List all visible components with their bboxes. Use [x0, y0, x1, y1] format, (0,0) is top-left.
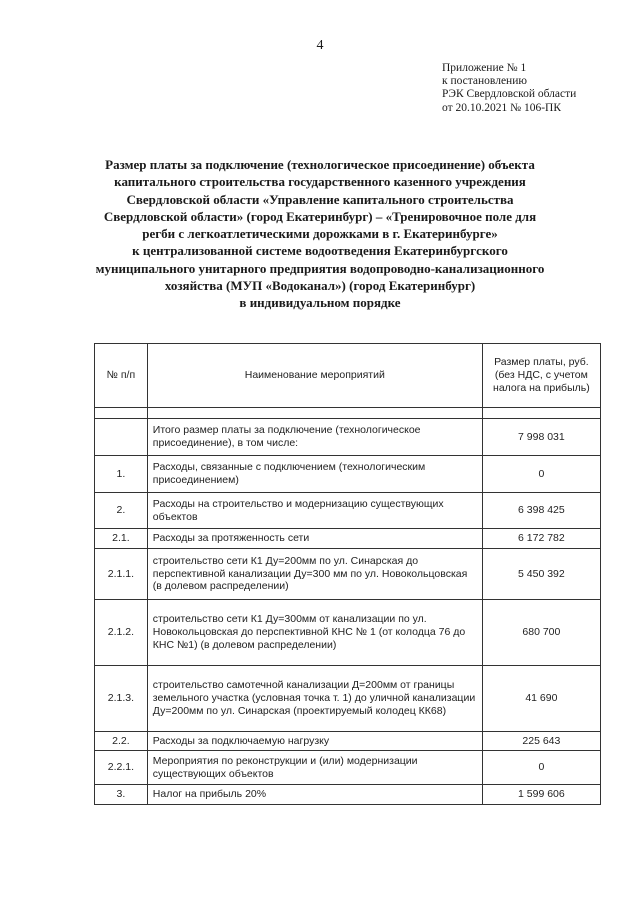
table-row — [95, 785, 601, 805]
blank-cell — [482, 408, 600, 419]
document-title — [40, 156, 600, 312]
table-header-row — [95, 344, 601, 408]
row-number: 2.1.3. — [95, 666, 148, 732]
row-number — [95, 419, 148, 456]
appendix-note — [442, 62, 576, 115]
row-name: Расходы, связанные с подключением (технологическим присоединением) — [147, 456, 482, 493]
title-line-5: регби с легкоатлетическими дорожками в г. Екатеринбурге» — [142, 226, 498, 242]
row-number: 2. — [95, 493, 148, 529]
table-row — [95, 529, 601, 549]
row-amount: 0 — [482, 456, 600, 493]
row-name: Расходы на строительство и модернизацию существующих объектов — [147, 493, 482, 529]
table-row — [95, 493, 601, 529]
appendix-line-2: к постановлению — [442, 75, 527, 88]
row-number: 3. — [95, 785, 148, 805]
row-number: 1. — [95, 456, 148, 493]
table-blank-row — [95, 408, 601, 419]
title-line-4: Свердловской области» (город Екатеринбург) – «Тренировочное поле для — [103, 208, 537, 224]
title-line-6: к централизованной системе водоотведения Екатеринбургского — [132, 243, 508, 259]
row-name: строительство сети К1 Ду=300мм от канализации по ул. Новокольцовская до перспективной КНС № 1 (от колодца 76 до КНС №1) (в долевом распределении) — [147, 600, 482, 666]
table-row — [95, 419, 601, 456]
table-row — [95, 666, 601, 732]
row-amount: 6 398 425 — [482, 493, 600, 529]
table-row — [95, 600, 601, 666]
title-line-3: Свердловской области «Управление капитального строительства — [126, 191, 514, 207]
title-line-2: капитального строительства государственного казенного учреждения — [114, 174, 526, 190]
blank-cell — [95, 408, 148, 419]
page-number: 4 — [316, 38, 324, 53]
row-name: Мероприятия по реконструкции и (или) модернизации существующих объектов — [147, 751, 482, 785]
row-number: 2.1. — [95, 529, 148, 549]
table-row — [95, 732, 601, 751]
appendix-line-1: Приложение № 1 — [442, 62, 527, 74]
title-line-7: муниципального унитарного предприятия водопроводно-канализационного — [95, 260, 545, 276]
table-row — [95, 751, 601, 785]
row-amount: 7 998 031 — [482, 419, 600, 456]
title-line-8: хозяйства (МУП «Водоканал») (город Екатеринбург) — [164, 278, 476, 294]
row-number: 2.2.1. — [95, 751, 148, 785]
title-line-1: Размер платы за подключение (технологическое присоединение) объекта — [105, 157, 535, 172]
row-amount: 41 690 — [482, 666, 600, 732]
row-name: Расходы за протяженность сети — [147, 529, 482, 549]
row-name: Итого размер платы за подключение (технологическое присоединение), в том числе: — [147, 419, 482, 456]
table-row — [95, 456, 601, 493]
row-name: Расходы за подключаемую нагрузку — [147, 732, 482, 751]
blank-cell — [147, 408, 482, 419]
row-amount: 6 172 782 — [482, 529, 600, 549]
header-amount: Размер платы, руб. (без НДС, с учетом налога на прибыль) — [482, 344, 600, 408]
row-amount: 0 — [482, 751, 600, 785]
row-name: Налог на прибыль 20% — [147, 785, 482, 805]
appendix-line-3: РЭК Свердловской области — [442, 88, 577, 101]
appendix-line-4: от 20.10.2021 № 106-ПК — [442, 101, 562, 114]
row-number: 2.2. — [95, 732, 148, 751]
row-amount: 225 643 — [482, 732, 600, 751]
header-name: Наименование мероприятий — [147, 344, 482, 408]
table-row — [95, 549, 601, 600]
row-name: строительство сети К1 Ду=200мм по ул. Синарская до перспективной канализации Ду=300 мм по ул. Новокольцовская (в долевом распределении) — [147, 549, 482, 600]
row-number: 2.1.1. — [95, 549, 148, 600]
row-number: 2.1.2. — [95, 600, 148, 666]
header-number: № п/п — [95, 344, 148, 408]
row-amount: 5 450 392 — [482, 549, 600, 600]
row-amount: 680 700 — [482, 600, 600, 666]
title-line-9: в индивидуальном порядке — [239, 295, 401, 311]
row-name: строительство самотечной канализации Д=200мм от границы земельного участка (условная точка т. 1) до уличной канализации Ду=200мм по ул. Синарская (проектируемый колодец КК68) — [147, 666, 482, 732]
row-amount: 1 599 606 — [482, 785, 600, 805]
fee-table — [94, 343, 601, 805]
